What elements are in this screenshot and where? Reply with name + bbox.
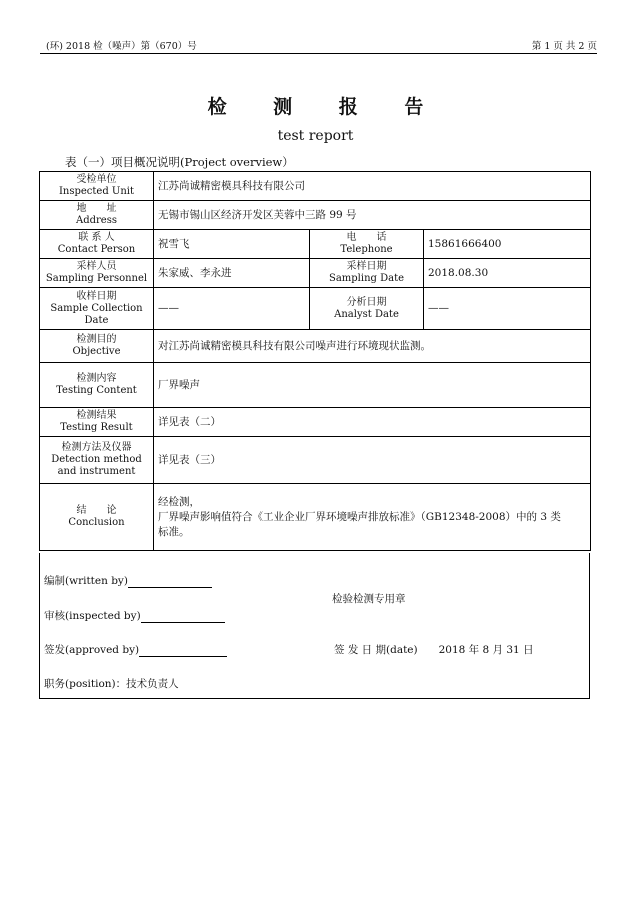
label-inspected-unit: 受检单位 Inspected Unit <box>40 172 154 201</box>
value-sample-collection-date: —— <box>154 288 310 330</box>
table-row <box>40 484 591 551</box>
inspected-by-line: 审核(inspected by) <box>44 608 225 623</box>
table-row <box>40 408 591 437</box>
label-sampling-date: 采样日期 Sampling Date <box>310 259 424 288</box>
table-row <box>40 437 591 484</box>
table-caption: 表（一）项目概况说明(Project overview） <box>65 155 294 169</box>
table-row <box>40 172 591 201</box>
label-objective: 检测目的 Objective <box>40 330 154 363</box>
header-divider <box>40 53 597 54</box>
value-sampling-date: 2018.08.30 <box>424 259 591 288</box>
label-detection-method: 检测方法及仪器 Detection method and instrument <box>40 437 154 484</box>
project-overview-table <box>39 171 591 551</box>
value-address: 无锡市锡山区经济开发区芙蓉中三路 99 号 <box>154 201 591 230</box>
written-by-line: 编制(written by) <box>44 573 212 588</box>
value-sampling-personnel: 朱家威、李永进 <box>154 259 310 288</box>
value-analyst-date: —— <box>424 288 591 330</box>
inspected-by-underline <box>141 611 225 623</box>
seal-label: 检验检测专用章 <box>332 593 406 605</box>
label-address: 地 址 Address <box>40 201 154 230</box>
table-row <box>40 330 591 363</box>
value-objective: 对江苏尚诚精密模具科技有限公司噪声进行环境现状监测。 <box>154 330 591 363</box>
approved-by-line: 签发(approved by) <box>44 642 227 657</box>
table-row <box>40 363 591 408</box>
report-number: (环) 2018 检（噪声）第（670）号 <box>46 41 197 52</box>
value-inspected-unit: 江苏尚诚精密模具科技有限公司 <box>154 172 591 201</box>
value-testing-content: 厂界噪声 <box>154 363 591 408</box>
issue-date: 签 发 日 期(date) 2018 年 8 月 31 日 <box>334 644 534 656</box>
table-row <box>40 201 591 230</box>
page-title: 检 测 报 告 <box>207 96 444 118</box>
approved-by-underline <box>139 645 227 657</box>
value-conclusion: 经检测， 厂界噪声影响值符合《工业企业厂界环境噪声排放标准》（GB12348-2008）中的 3 类 标准。 <box>154 484 591 551</box>
label-analyst-date: 分析日期 Analyst Date <box>310 288 424 330</box>
table-row <box>40 288 591 330</box>
label-testing-result: 检测结果 Testing Result <box>40 408 154 437</box>
label-conclusion: 结 论 Conclusion <box>40 484 154 551</box>
label-contact: 联 系 人 Contact Person <box>40 230 154 259</box>
value-contact: 祝雪飞 <box>154 230 310 259</box>
table-row <box>40 259 591 288</box>
page-subtitle: test report <box>277 128 354 144</box>
label-testing-content: 检测内容 Testing Content <box>40 363 154 408</box>
label-telephone: 电 话 Telephone <box>310 230 424 259</box>
table-row <box>40 230 591 259</box>
label-sampling-personnel: 采样人员 Sampling Personnel <box>40 259 154 288</box>
signature-section <box>39 553 590 699</box>
label-sample-collection-date: 收样日期 Sample Collection Date <box>40 288 154 330</box>
written-by-underline <box>128 576 212 588</box>
value-testing-result: 详见表（二） <box>154 408 591 437</box>
page-indicator: 第 1 页 共 2 页 <box>531 41 597 52</box>
position-line: 职务(position)：技术负责人 <box>44 678 179 690</box>
value-detection-method: 详见表（三） <box>154 437 591 484</box>
value-telephone: 15861666400 <box>424 230 591 259</box>
